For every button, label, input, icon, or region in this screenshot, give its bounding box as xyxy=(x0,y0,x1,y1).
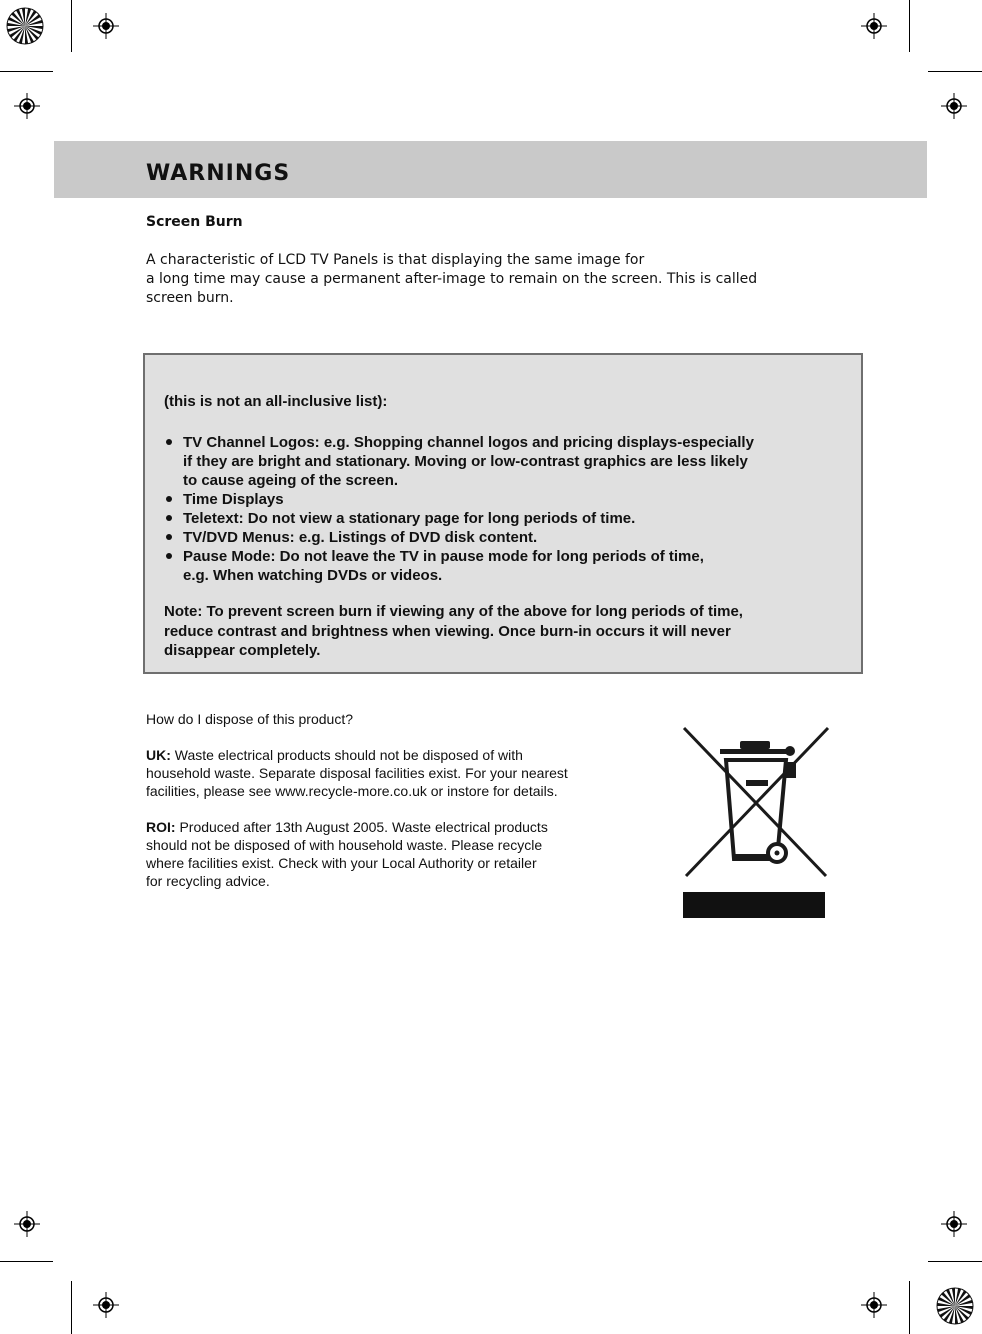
registration-mark-icon xyxy=(941,1211,967,1237)
disposal-uk-line: facilities, please see www.recycle-more.co.uk or instore for details. xyxy=(146,783,558,799)
crop-line xyxy=(909,0,910,52)
registration-mark-icon xyxy=(93,13,119,39)
crop-line xyxy=(0,1261,53,1262)
note-line: disappear completely. xyxy=(164,642,321,659)
list-item xyxy=(164,509,844,528)
disposal-roi-line: where facilities exist. Check with your Local Authority or retailer xyxy=(146,855,537,871)
intro-line: screen burn. xyxy=(146,290,234,306)
crop-line xyxy=(71,0,72,52)
crossed-out-wheelie-bin-icon xyxy=(680,724,832,920)
crop-line xyxy=(909,1281,910,1334)
intro-line: a long time may cause a permanent after-image to remain on the screen. This is called xyxy=(146,271,758,287)
list-item xyxy=(164,433,844,490)
bullet-icon xyxy=(166,496,172,502)
star-target-icon xyxy=(6,7,44,45)
disposal-roi xyxy=(146,818,646,890)
list-item-line: Pause Mode: Do not leave the TV in pause mode for long periods of time, xyxy=(183,548,704,565)
crop-line xyxy=(71,1281,72,1334)
bullet-icon xyxy=(166,515,172,521)
registration-mark-icon xyxy=(861,1292,887,1318)
disposal-roi-line: should not be disposed of with household waste. Please recycle xyxy=(146,837,543,853)
section-title-screen-burn: Screen Burn xyxy=(146,214,243,230)
disposal-uk-line xyxy=(146,746,646,764)
disposal-uk xyxy=(146,746,646,800)
page-title: WARNINGS xyxy=(146,161,291,186)
bullet-icon xyxy=(166,534,172,540)
registration-mark-icon xyxy=(861,13,887,39)
crop-line xyxy=(928,1261,982,1262)
registration-mark-icon xyxy=(941,93,967,119)
disposal-uk-line: household waste. Separate disposal facilities exist. For your nearest xyxy=(146,765,568,781)
bullet-icon xyxy=(166,553,172,559)
warning-box xyxy=(143,353,863,674)
warning-note xyxy=(164,602,854,661)
disposal-question xyxy=(146,710,646,728)
disposal-roi-label: ROI: xyxy=(146,819,176,835)
list-item xyxy=(164,528,844,547)
note-line: reduce contrast and brightness when viewing. Once burn-in occurs it will never xyxy=(164,622,731,640)
warning-box-intro: (this is not an all-inclusive list): xyxy=(164,393,388,410)
header-band xyxy=(54,141,927,198)
warning-list xyxy=(164,433,844,585)
list-item-line: if they are bright and stationary. Moving or low-contrast graphics are less likely xyxy=(183,453,748,470)
disposal-roi-line: for recycling advice. xyxy=(146,873,270,889)
list-item xyxy=(164,490,844,509)
disposal-roi-line xyxy=(146,818,646,836)
star-target-icon xyxy=(936,1287,974,1325)
disposal-question-text: How do I dispose of this product? xyxy=(146,711,354,727)
note-line: Note: To prevent screen burn if viewing any of the above for long periods of time, xyxy=(164,603,743,620)
intro-line: A characteristic of LCD TV Panels is that displaying the same image for xyxy=(146,252,645,268)
list-item-line: Teletext: Do not view a stationary page for long periods of time. xyxy=(183,510,636,527)
list-item-line: to cause ageing of the screen. xyxy=(183,472,399,489)
bullet-icon xyxy=(166,439,172,445)
screen-burn-intro xyxy=(146,251,826,308)
crop-line xyxy=(928,71,982,72)
list-item-line: Time Displays xyxy=(183,491,284,508)
disposal-uk-text: Waste electrical products should not be disposed of with xyxy=(174,747,523,763)
list-item-line: e.g. When watching DVDs or videos. xyxy=(183,567,443,584)
disposal-uk-label: UK: xyxy=(146,747,171,763)
registration-mark-icon xyxy=(14,1211,40,1237)
list-item xyxy=(164,547,844,585)
list-item-line: TV/DVD Menus: e.g. Listings of DVD disk content. xyxy=(183,529,538,546)
list-item-line: TV Channel Logos: e.g. Shopping channel logos and pricing displays-especially xyxy=(183,434,754,451)
registration-mark-icon xyxy=(14,93,40,119)
crop-line xyxy=(0,71,53,72)
registration-mark-icon xyxy=(93,1292,119,1318)
disposal-roi-text: Produced after 13th August 2005. Waste electrical products xyxy=(179,819,548,835)
